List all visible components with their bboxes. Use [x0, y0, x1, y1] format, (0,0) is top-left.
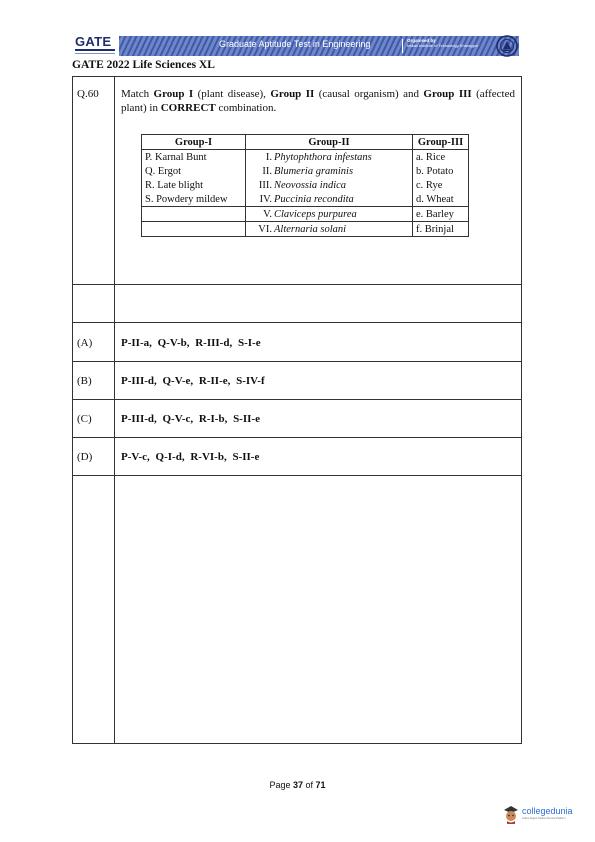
header-band	[119, 36, 519, 56]
current-page: 37	[292, 780, 303, 790]
watermark-tagline: India's largest Student Review Platform	[522, 817, 566, 820]
table-row: R. Late blight III. Neovossia indica c. Rye	[142, 178, 469, 192]
option-a-text: P-II-a, Q-V-b, R-III-d, S-I-e	[121, 337, 261, 349]
gate-logo-text: GATE	[75, 34, 112, 49]
exam-header-banner	[72, 34, 523, 58]
organizer-name: Indian Institute of Technology Kharagpur	[407, 43, 479, 48]
organizer-info	[407, 38, 479, 48]
collegedunia-watermark	[502, 804, 582, 826]
option-c-label: (C)	[77, 413, 92, 425]
option-d-label: (D)	[77, 451, 93, 463]
option-c-text: P-III-d, Q-V-c, R-I-b, S-II-e	[121, 413, 260, 425]
table-row: S. Powdery mildew IV. Puccinia recondita d. Wheat	[142, 192, 469, 207]
watermark-brand: collegedunia	[522, 806, 573, 816]
header-group-1: Group-I	[142, 135, 246, 150]
banner-title: Graduate Aptitude Test in Engineering	[219, 39, 371, 49]
table-row: Q. Ergot II. Blumeria graminis b. Potato	[142, 164, 469, 178]
match-table-header	[142, 135, 469, 150]
option-a-label: (A)	[77, 337, 93, 349]
option-b-label: (B)	[77, 375, 92, 387]
table-row: VI. Alternaria solani f. Brinjal	[142, 222, 469, 237]
header-group-3: Group-III	[413, 135, 469, 150]
table-row: P. Karnal Bunt I. Phytophthora infestans a. Rice	[142, 150, 469, 165]
organizer-label: Organised by	[407, 38, 436, 43]
gate-logo	[72, 34, 120, 58]
question-frame	[72, 76, 522, 744]
option-d-text: P-V-c, Q-I-d, R-VI-b, S-II-e	[121, 451, 260, 463]
page-footer: Page 37 of 71	[269, 780, 326, 790]
total-pages: 71	[315, 780, 326, 790]
question-number: Q.60	[77, 88, 99, 100]
match-table	[141, 134, 469, 237]
header-group-2: Group-II	[246, 135, 413, 150]
graduate-mascot-icon	[502, 804, 520, 824]
question-text: Match Group I (plant disease), Group II (causal organism) and Group III (affected plant) in CORRECT combination.	[121, 88, 515, 114]
iit-kharagpur-emblem-icon	[495, 34, 519, 58]
table-row: V. Claviceps purpurea e. Barley	[142, 207, 469, 222]
option-b-text: P-III-d, Q-V-e, R-II-e, S-IV-f	[121, 375, 265, 387]
page-heading: GATE 2022 Life Sciences XL	[72, 59, 215, 71]
